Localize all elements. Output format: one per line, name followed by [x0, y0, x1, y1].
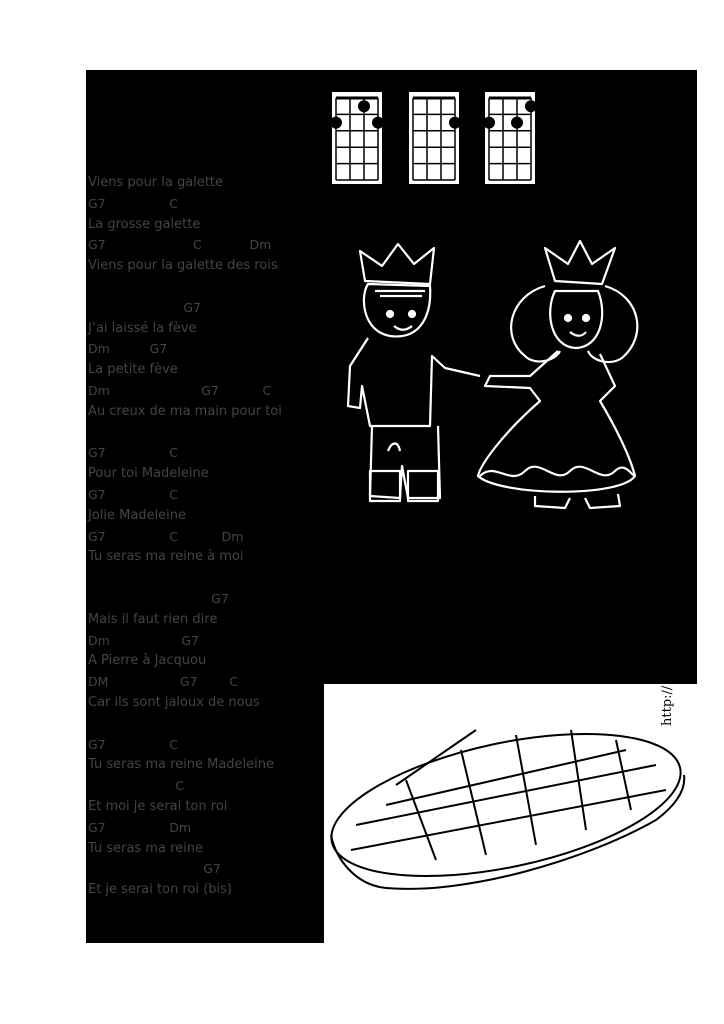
- chord-line: G7 C: [88, 195, 178, 211]
- chord-line: Dm G7: [88, 341, 168, 357]
- lyric-line: Tu seras ma reine à moi: [88, 549, 244, 565]
- queen-head: [550, 291, 602, 348]
- chord-diagram-3: [485, 92, 535, 184]
- lyric-line: Et je serai ton roi (bis): [88, 882, 232, 898]
- lyric-line: A Pierre à Jacquou: [88, 653, 207, 669]
- galette-top: [326, 710, 688, 900]
- lyric-line: Jolie Madeleine: [88, 507, 187, 523]
- lyric-line: Viens pour la galette: [88, 175, 224, 190]
- lyric-line: J’ai laissé la fève: [88, 320, 197, 336]
- lyric-line: Tu seras ma reine: [88, 840, 203, 856]
- lyric-line: Viens pour la galette des rois: [88, 258, 278, 274]
- galette-side: [331, 775, 684, 889]
- queen-hair: [511, 286, 637, 362]
- chord-diagram-1: [332, 92, 382, 184]
- chord-line: Dm G7: [88, 632, 199, 648]
- chord-line: G7: [88, 299, 202, 315]
- queen-dress: [478, 351, 635, 492]
- lyric-line: Tu seras ma reine Madeleine: [88, 757, 275, 773]
- blank-line: [88, 714, 328, 735]
- chord-line: G7: [88, 861, 221, 877]
- king-crown: [360, 244, 434, 284]
- chord-line: DM G7 C: [88, 674, 239, 690]
- chord-line: G7 C Dm: [88, 528, 244, 544]
- blank-line: [88, 277, 328, 298]
- queen-crown: [545, 241, 615, 284]
- chord-line: G7: [88, 590, 229, 606]
- finger-dot: [358, 100, 370, 112]
- lyric-line: Car ils sont jaloux de nous: [88, 694, 260, 710]
- blank-line: [88, 568, 328, 589]
- blank-line: [88, 423, 328, 444]
- lyric-line: Et moi je serai ton roi: [88, 798, 228, 814]
- chord-line: G7 C: [88, 445, 178, 461]
- lyric-line: Mais il faut rien dire: [88, 611, 218, 627]
- king-body: [348, 338, 480, 426]
- chord-line: G7 C: [88, 486, 178, 502]
- galette-illustration: [326, 710, 688, 900]
- lyric-line: Pour toi Madeleine: [88, 466, 209, 482]
- side-url-text: http://: [660, 685, 675, 726]
- chord-line: G7 C: [88, 736, 178, 752]
- finger-dot: [511, 117, 523, 129]
- chord-line: Dm G7 C: [88, 382, 272, 398]
- chord-line: G7 Dm: [88, 819, 192, 835]
- chord-diagram-2: [409, 92, 459, 184]
- lyric-line: Au creux de ma main pour toi: [88, 403, 282, 419]
- king-and-queen-illustration: [330, 236, 640, 516]
- galette-grid: [351, 730, 666, 860]
- chord-line: G7 C Dm: [88, 237, 272, 253]
- king-hair: [375, 291, 425, 296]
- song-lyrics: [88, 173, 328, 901]
- lyric-line: La grosse galette: [88, 216, 201, 232]
- chord-line: C: [88, 778, 185, 794]
- lyric-line: La petite fève: [88, 362, 178, 378]
